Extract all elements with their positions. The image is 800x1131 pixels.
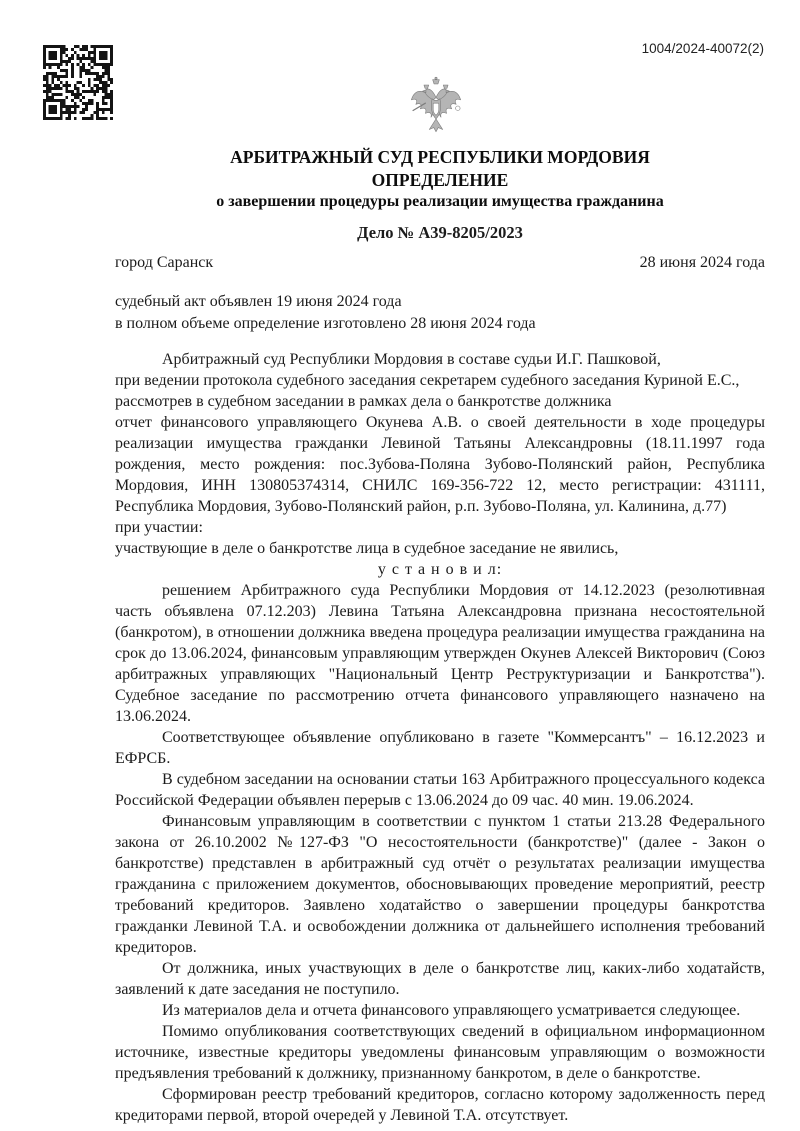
full-text-date-line: в полном объеме определение изготовлено 28 июня 2024 года [115,314,536,332]
case-number: Дело № А39-8205/2023 [357,223,523,242]
doc-subject: о завершении процедуры реализации имущества гражданина [216,193,664,210]
document-id: 1004/2024-40072(2) [641,41,764,56]
decision-date: 28 июня 2024 года [639,254,765,271]
qr-code [43,45,113,120]
document-header [115,146,765,213]
paragraph: Финансовым управляющим в соответствии с пунктом 1 статьи 213.28 Федерального закона от 26.10.2002 №127-ФЗ "О несостоятельности (банкротстве)" (далее - Закон о банкротстве) представлен в арбитражный суд отчёт о результатах реализации имущества гражданина с приложением документов, обосновывающих проведение мероприятий, реестр требований кредиторов. Заявлено ходатайство о завершении процедуры банкротства гражданки Левиной Т.А. и освобождении должника от дальнейшего исполнения требований кредиторов. [115,813,765,956]
paragraph: Сформирован реестр требований кредиторов, согласно которому задолженность перед кредиторами первой, второй очередей у Левиной Т.А. отсутствует. [115,1086,765,1124]
paragraph: От должника, иных участвующих в деле о банкротстве лиц, каких-либо ходатайств, заявлений к дате заседания не поступило. [115,960,765,998]
paragraph: рассмотрев в судебном заседании в рамках дела о банкротстве должника [115,393,612,410]
paragraph: В судебном заседании на основании статьи 163 Арбитражного процессуального кодекса Российской Федерации объявлен перерыв с 13.06.2024 до 09 час. 40 мин. 19.06.2024. [115,771,765,809]
doc-type: ОПРЕДЕЛЕНИЕ [371,170,509,190]
paragraph: Помимо опубликования соответствующих сведений в официальном информационном источнике, известные кредиторы уведомлены финансовым управляющим о возможности предъявления требований к должнику, признанному банкротом, в деле о банкротстве. [115,1023,765,1082]
paragraph: решением Арбитражного суда Республики Мордовия от 14.12.2023 (резолютивная часть объявлена 07.12.203) Левина Татьяна Александровна признана несостоятельной (банкротом), в отношении должника введена процедура реализации имущества гражданина на срок до 13.06.2024, финансовым управляющим утвержден Окунев Алексей Викторович (Союз арбитражных управляющих "Национальный Центр Реструктуризации и Банкротства"). Судебное заседание по рассмотрению отчета финансового управляющего назначено на 13.06.2024. [115,582,765,725]
document-body [115,349,765,1126]
content-column [115,0,765,1126]
paragraph: Соответствующее объявление опубликовано в газете "Коммерсантъ" – 16.12.2023 и ЕФРСБ. [115,729,765,767]
act-dates-block [115,291,765,334]
paragraph: Арбитражный суд Республики Мордовия в составе судьи И.Г. Пашковой, [162,351,661,368]
paragraph: при участии: [115,519,203,536]
court-name: АРБИТРАЖНЫЙ СУД РЕСПУБЛИКИ МОРДОВИЯ [230,147,650,167]
paragraph: отчет финансового управляющего Окунева А.В. о своей деятельности в ходе процедуры реализации имущества гражданки Левиной Татьяны Александровны (18.11.1997 года рождения, место рождения: пос.Зубова-Поляна Зубово-Полянский район, Республика Мордовия, ИНН 130805374314, СНИЛС 169-356-722 12, место регистрации: 431111, Республика Мордовия, Зубово-Полянский район, р.п. Зубово-Поляна, ул. Калинина, д.77) [115,414,765,515]
paragraph: у с т а н о в и л: [377,561,503,578]
paragraph: при ведении протокола судебного заседания секретарем судебного заседания Куриной Е.С., [115,372,740,389]
paragraph: участвующие в деле о банкротстве лица в судебное заседание не явились, [115,540,619,557]
announced-date-line: судебный акт объявлен 19 июня 2024 года [115,293,402,310]
paragraph: Из материалов дела и отчета финансового управляющего усматривается следующее. [162,1002,741,1019]
city-label: город Саранск [115,254,214,271]
city-date-row [115,252,765,273]
